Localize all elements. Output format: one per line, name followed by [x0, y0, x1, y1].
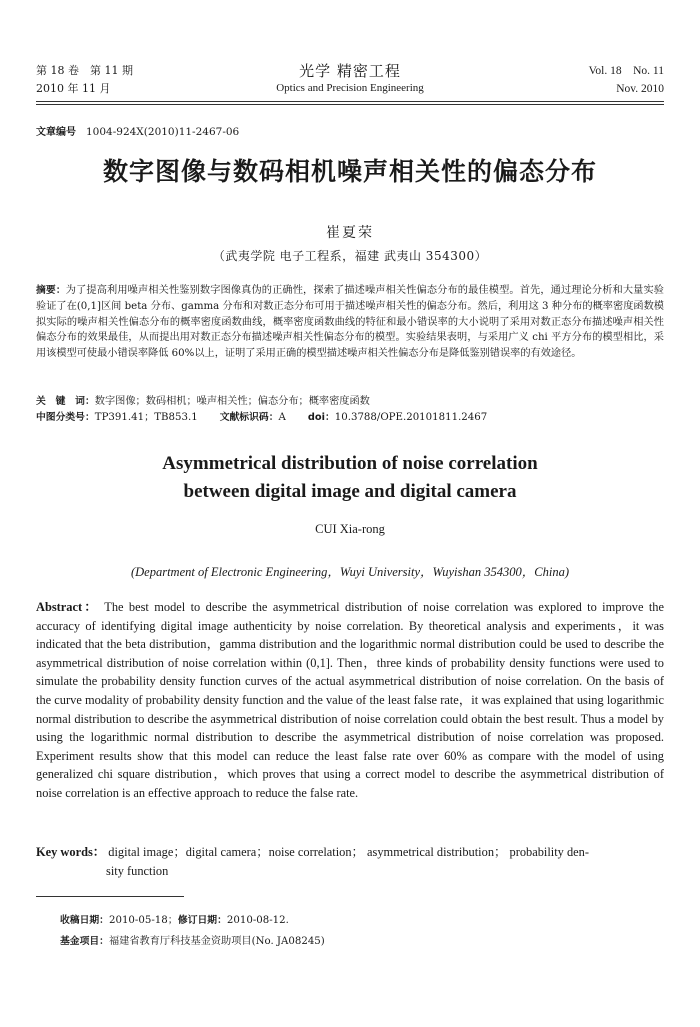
english-title-line1: Asymmetrical distribution of noise correlation [162, 453, 538, 474]
received-date: 2010-05-18； [108, 915, 178, 926]
article-number-label: 文章编号 [36, 127, 76, 138]
chinese-author: 崔夏荣 [326, 225, 374, 241]
clc-value: TP391.41；TB853.1 [94, 412, 198, 423]
chinese-abstract-text: 为了提高利用噪声相关性鉴别数字图像真伪的正确性，探索了描述噪声相关性偏态分布的最佳模型。首先，通过理论分析和大量实验验证了在(0,1]区间 beta 分布、gamma 分布和对数正态分布可用于描述噪声相关性的偏态分布。然后，利用这 3 种分布的概率密度函数模拟实际的噪声相关性偏态分布的概率密度函数曲线，概率密度函数曲线的特征和最小错误率的大小说明了采用对数正态分布描述噪声相关性偏态分布的效果最佳，从而提出用对数正态分布描述噪声相关性偏态分布的模型。实验结果表明，与采用广义 chi 平方分布的模型相比，采用该模型可使最小错误率降低 60%以上，证明了采用正确的模型描述噪声相关性偏态分布是降低鉴别错误率的有效途径。 [36, 285, 664, 360]
volume-cn: 第 18 卷 第 11 期 [36, 64, 133, 77]
header-center [36, 62, 664, 97]
doc-code-value: A [278, 412, 286, 423]
revised-label: 修订日期： [177, 915, 227, 926]
header-right [589, 62, 664, 98]
clc-label: 中图分类号： [36, 412, 95, 423]
chinese-affiliation: （武夷学院 电子工程系，福建 武夷山 354300） [212, 249, 488, 263]
english-title [0, 450, 700, 506]
article-number-value: 1004-924X(2010)11-2467-06 [86, 126, 240, 138]
doi-value: 10.3788/OPE.20101811.2467 [334, 412, 488, 423]
header-rule-thin [36, 104, 664, 105]
english-affiliation: (Department of Electronic Engineering，Wuyi University，Wuyishan 354300，China) [130, 565, 569, 579]
english-abstract-label: Abstract： [36, 600, 100, 614]
english-title-line2: between digital image and digital camera [183, 481, 517, 502]
chinese-abstract-label: 摘要： [36, 285, 66, 296]
chinese-abstract [36, 283, 664, 362]
doc-code-label: 文献标识码： [219, 412, 279, 423]
journal-title-cn: 光学 精密工程 [299, 62, 401, 80]
fund-label: 基金项目： [60, 936, 109, 947]
chinese-title: 数字图像与数码相机噪声相关性的偏态分布 [102, 157, 597, 186]
english-abstract [36, 598, 664, 803]
footnote-dates [60, 911, 289, 926]
volume-en: Vol. 18 No. 11 [588, 65, 664, 77]
footnote-rule [36, 896, 184, 897]
article-number [36, 123, 239, 138]
english-author: CUI Xia-rong [315, 522, 385, 536]
footnote-fund [60, 932, 325, 947]
english-abstract-text: The best model to describe the asymmetrical distribution of noise correlation was explored to improve the accuracy of identifying digital image authenticity by noise correlation. By theoretical analysis and experiments，it was indicated that the beta distribution，gamma distribution and the logarithmic normal distribution could be used to describe the asymmetrical distribution of noise correlation within (0,1]. Then，three kinds of probability density functions were used to simulate the probability density function curves of the actual asymmetrical distribution of noise correlation. On the basis of the curve modality of probability density function and the value of the least false rate，it was explained that using logarithmic normal distribution to describe the asymmetrical distribution of noise correlation could obtain the best result. Thus a model by using the logarithmic normal distribution to describe the asymmetrical distribution of noise correlation was proposed. Experiment results show that this model can reduce the least false rate over 60% as compare with the model of using generalized chi square distribution，which proves that using a correct model to describe the asymmetrical distribution of noise correlation is an effective approach to reduce the false rate. [36, 600, 664, 800]
running-header [36, 62, 664, 102]
fund-text: 福建省教育厅科技基金资助项目(No. JA08245) [108, 936, 325, 947]
classification-line [36, 410, 664, 426]
date-cn: 2010 年 11 月 [36, 82, 111, 95]
received-label: 收稿日期： [60, 915, 109, 926]
chinese-keywords-text: 数字图像；数码相机；噪声相关性；偏态分布；概率密度函数 [94, 396, 370, 407]
revised-date: 2010-08-12. [226, 915, 289, 926]
english-keywords-line1: digital image；digital camera；noise correlation； asymmetrical distribution； probability den- [108, 845, 589, 859]
english-keywords-line2: sity function [106, 863, 169, 878]
english-keywords [36, 843, 664, 880]
doi-label: doi： [307, 412, 335, 423]
date-en: Nov. 2010 [616, 83, 664, 95]
chinese-keywords-label: 关 键 词： [36, 396, 95, 407]
header-rule-thick [36, 101, 664, 102]
chinese-keywords [36, 394, 664, 410]
english-keywords-label: Key words： [36, 845, 106, 859]
journal-title-en: Optics and Precision Engineering [276, 82, 424, 94]
